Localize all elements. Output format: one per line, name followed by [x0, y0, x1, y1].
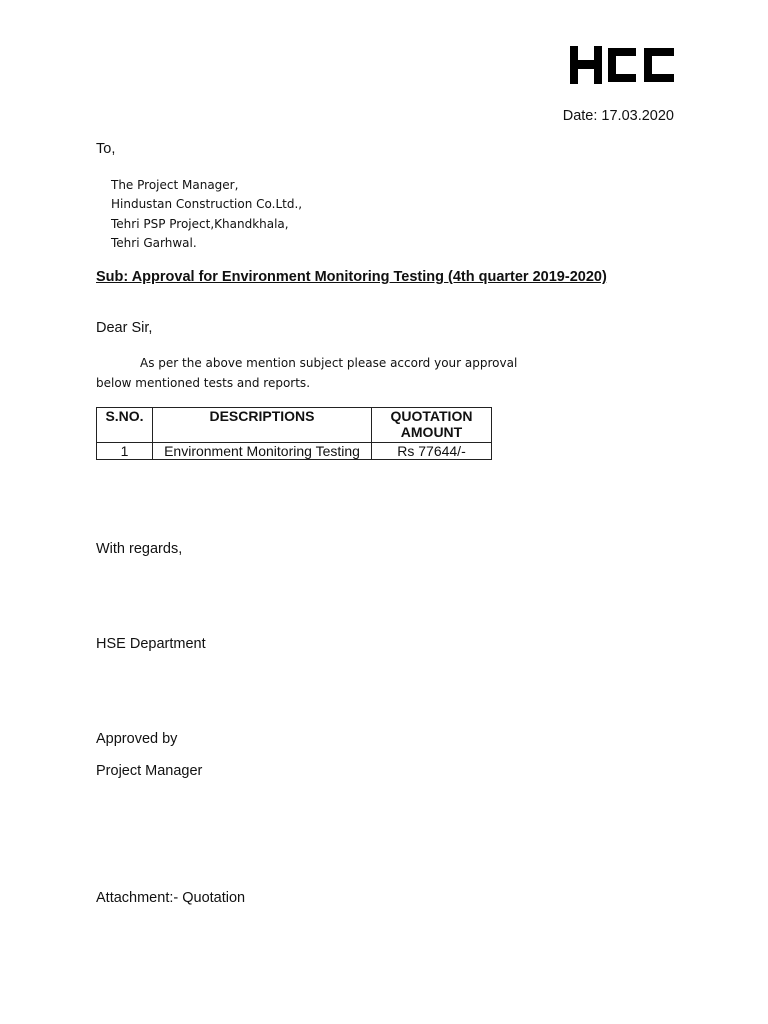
recipient-address — [111, 176, 302, 253]
letter-date: Date: 17.03.2020 — [562, 108, 674, 124]
address-line: Hindustan Construction Co.Ltd., — [111, 197, 303, 212]
cell-description: Environment Monitoring Testing — [153, 443, 372, 460]
hcc-logo — [570, 46, 676, 84]
address-line: Tehri Garhwal. — [111, 235, 197, 250]
salutation: Dear Sir, — [96, 320, 153, 336]
quotation-table — [96, 407, 492, 460]
body-line: below mentioned tests and reports. — [96, 376, 311, 390]
sender-department: HSE Department — [96, 636, 206, 652]
attachment-note: Attachment:- Quotation — [96, 890, 246, 906]
address-line: The Project Manager, — [111, 178, 239, 192]
recipient-heading: To, — [96, 141, 116, 157]
approver-title: Project Manager — [96, 763, 203, 779]
column-header-descriptions: DESCRIPTIONS — [153, 408, 372, 443]
cell-sno: 1 — [97, 443, 153, 460]
hcc-logo-icon — [570, 46, 676, 84]
body-line: As per the above mention subject please accord your approval — [140, 356, 518, 370]
address-line: Tehri PSP Project,Khandkhala, — [111, 216, 289, 231]
letter-body — [96, 353, 516, 393]
closing-regards: With regards, — [96, 541, 183, 557]
approved-by-label: Approved by — [96, 731, 178, 747]
letter-subject: Sub: Approval for Environment Monitoring Testing (4th quarter 2019-2020) — [96, 269, 607, 285]
column-header-quotation-amount: QUOTATION AMOUNT — [372, 408, 492, 443]
table-header-row — [97, 408, 492, 443]
column-header-sno: S.NO. — [97, 408, 153, 443]
table-row — [97, 443, 492, 460]
cell-amount: Rs 77644/- — [372, 443, 492, 460]
